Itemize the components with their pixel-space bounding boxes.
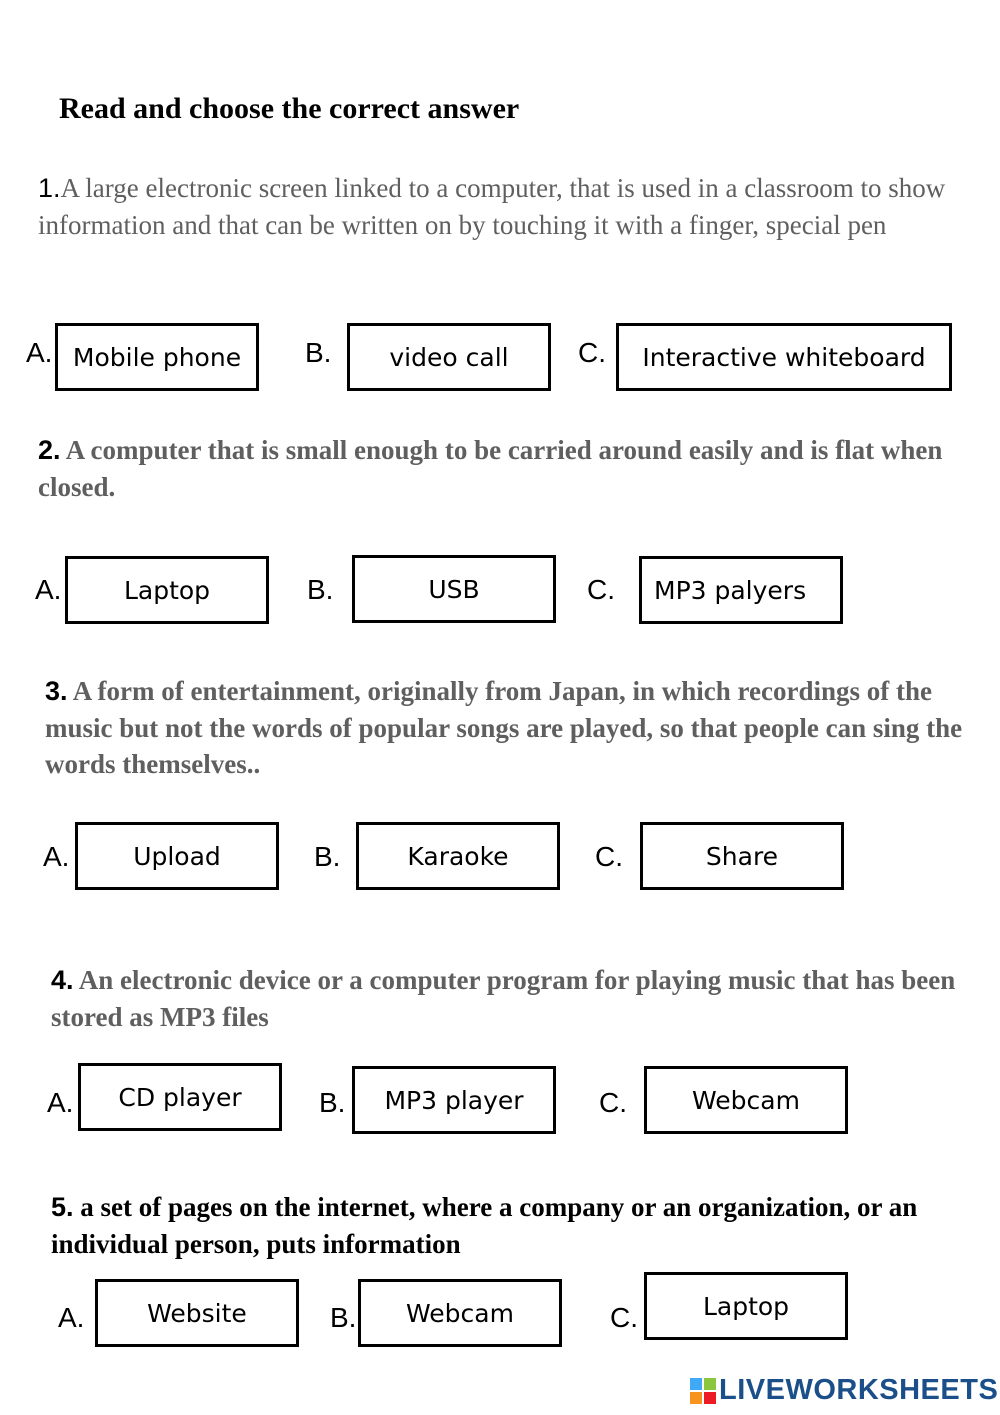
option-box[interactable]: Laptop <box>644 1272 848 1340</box>
liveworksheets-logo <box>690 1374 998 1407</box>
option-box[interactable]: video call <box>347 323 551 391</box>
option-letter: B. <box>305 337 332 368</box>
option-letter: A. <box>43 841 70 872</box>
option-box[interactable]: CD player <box>78 1063 282 1131</box>
question-text: a set of pages on the internet, where a company or an organization, or an individual person, puts information <box>51 1192 918 1259</box>
logo-text: LIVEWORKSHEETS <box>719 1374 999 1406</box>
logo-icon <box>690 1378 716 1404</box>
question-2 <box>38 432 978 505</box>
option-box[interactable]: MP3 palyers <box>639 556 843 624</box>
option-letter: A. <box>58 1302 85 1333</box>
option-box[interactable]: Webcam <box>644 1066 848 1134</box>
option-box[interactable]: Karaoke <box>356 822 560 890</box>
question-5 <box>51 1189 996 1262</box>
option-box[interactable]: Share <box>640 822 844 890</box>
question-3 <box>45 673 985 783</box>
option-letter: C. <box>610 1302 638 1333</box>
question-text: An electronic device or a computer program for playing music that has been stored as MP3 files <box>51 965 956 1032</box>
option-box[interactable]: Website <box>95 1279 299 1347</box>
question-4 <box>51 962 991 1035</box>
option-box[interactable]: Laptop <box>65 556 269 624</box>
question-number: 3. <box>45 676 68 706</box>
question-number: 2. <box>38 435 61 465</box>
option-box[interactable]: Upload <box>75 822 279 890</box>
option-letter: B. <box>307 574 334 605</box>
option-box[interactable]: Mobile phone <box>55 323 259 391</box>
option-letter: C. <box>587 574 615 605</box>
question-text: A large electronic screen linked to a computer, that is used in a classroom to show information and that can be written on by touching it with a finger, special pen <box>38 173 946 240</box>
question-number: 1. <box>38 173 61 203</box>
option-letter: A. <box>47 1087 74 1118</box>
question-text: A computer that is small enough to be carried around easily and is flat when closed. <box>38 435 943 502</box>
option-box[interactable]: Webcam <box>358 1279 562 1347</box>
option-letter: A. <box>35 574 62 605</box>
option-letter: B. <box>330 1302 357 1333</box>
question-1 <box>38 170 978 243</box>
option-letter: C. <box>578 337 606 368</box>
option-box[interactable]: USB <box>352 555 556 623</box>
option-box[interactable]: Interactive whiteboard <box>616 323 952 391</box>
question-text: A form of entertainment, originally from Japan, in which recordings of the music but not the words of popular songs are played, so that people can sing the words themselves.. <box>45 676 963 779</box>
option-letter: B. <box>314 841 341 872</box>
option-letter: C. <box>595 841 623 872</box>
option-letter: B. <box>319 1087 346 1118</box>
option-letter: A. <box>26 337 53 368</box>
option-box[interactable]: MP3 player <box>352 1066 556 1134</box>
question-number: 4. <box>51 965 74 995</box>
option-letter: C. <box>599 1087 627 1118</box>
question-number: 5. <box>51 1192 74 1222</box>
worksheet-title: Read and choose the correct answer <box>59 92 520 125</box>
